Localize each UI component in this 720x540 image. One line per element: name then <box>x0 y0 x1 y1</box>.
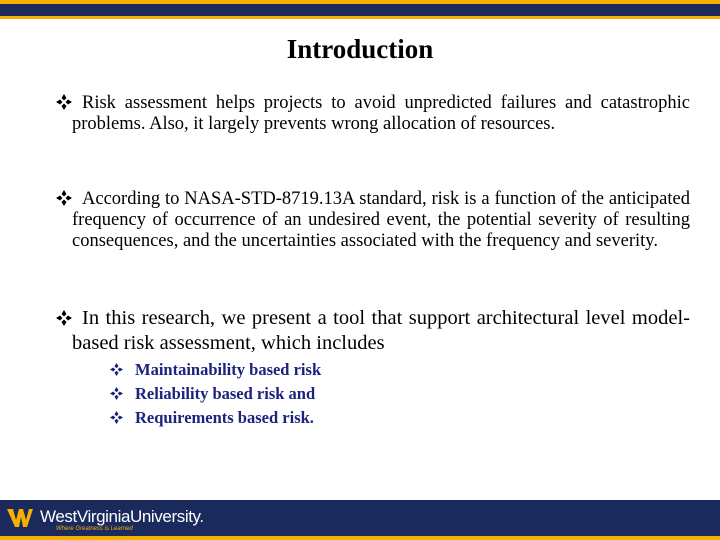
footer-gold-stripe <box>0 536 720 540</box>
sub-bullet-text: Requirements based risk. <box>135 408 314 427</box>
diamond-bullet-icon <box>56 94 72 110</box>
diamond-bullet-icon <box>56 190 72 206</box>
sub-bullet-maintainability <box>110 358 321 382</box>
bullet-text: In this research, we present a tool that support architectural level model-based risk assessment, which includes <box>72 307 690 354</box>
top-navy-stripe <box>0 4 720 16</box>
top-gold-stripe-lower <box>0 16 720 19</box>
university-name: WestVirginiaUniversity. <box>40 507 204 526</box>
diamond-bullet-icon <box>110 411 123 424</box>
sub-bullet-text: Reliability based risk and <box>135 384 316 403</box>
top-banner <box>0 0 720 20</box>
university-tagline: Where Greatness is Learned <box>56 526 133 532</box>
diamond-bullet-icon <box>110 387 123 400</box>
bullet-text: Risk assessment helps projects to avoid unpredicted failures and catastrophic problems. Also, it largely prevents wrong allocation of resources. <box>72 93 690 134</box>
slide-title: Introduction <box>286 34 434 64</box>
wvu-logo-icon <box>6 506 38 530</box>
footer-banner <box>0 500 720 540</box>
diamond-bullet-icon <box>110 363 123 376</box>
bullet-nasa-standard <box>56 189 690 252</box>
bullet-research-tool <box>56 306 690 356</box>
bullet-text: According to NASA-STD-8719.13A standard, risk is a function of the anticipated frequency of occurrence of an undesired event, the potential severity of resulting consequences, and the uncertainties associated with the frequency and severity. <box>72 189 690 251</box>
sub-bullet-reliability <box>110 382 315 406</box>
sub-bullet-requirements <box>110 406 314 430</box>
sub-bullet-text: Maintainability based risk <box>135 360 322 379</box>
diamond-bullet-icon <box>56 310 72 326</box>
bullet-risk-assessment <box>56 93 690 135</box>
